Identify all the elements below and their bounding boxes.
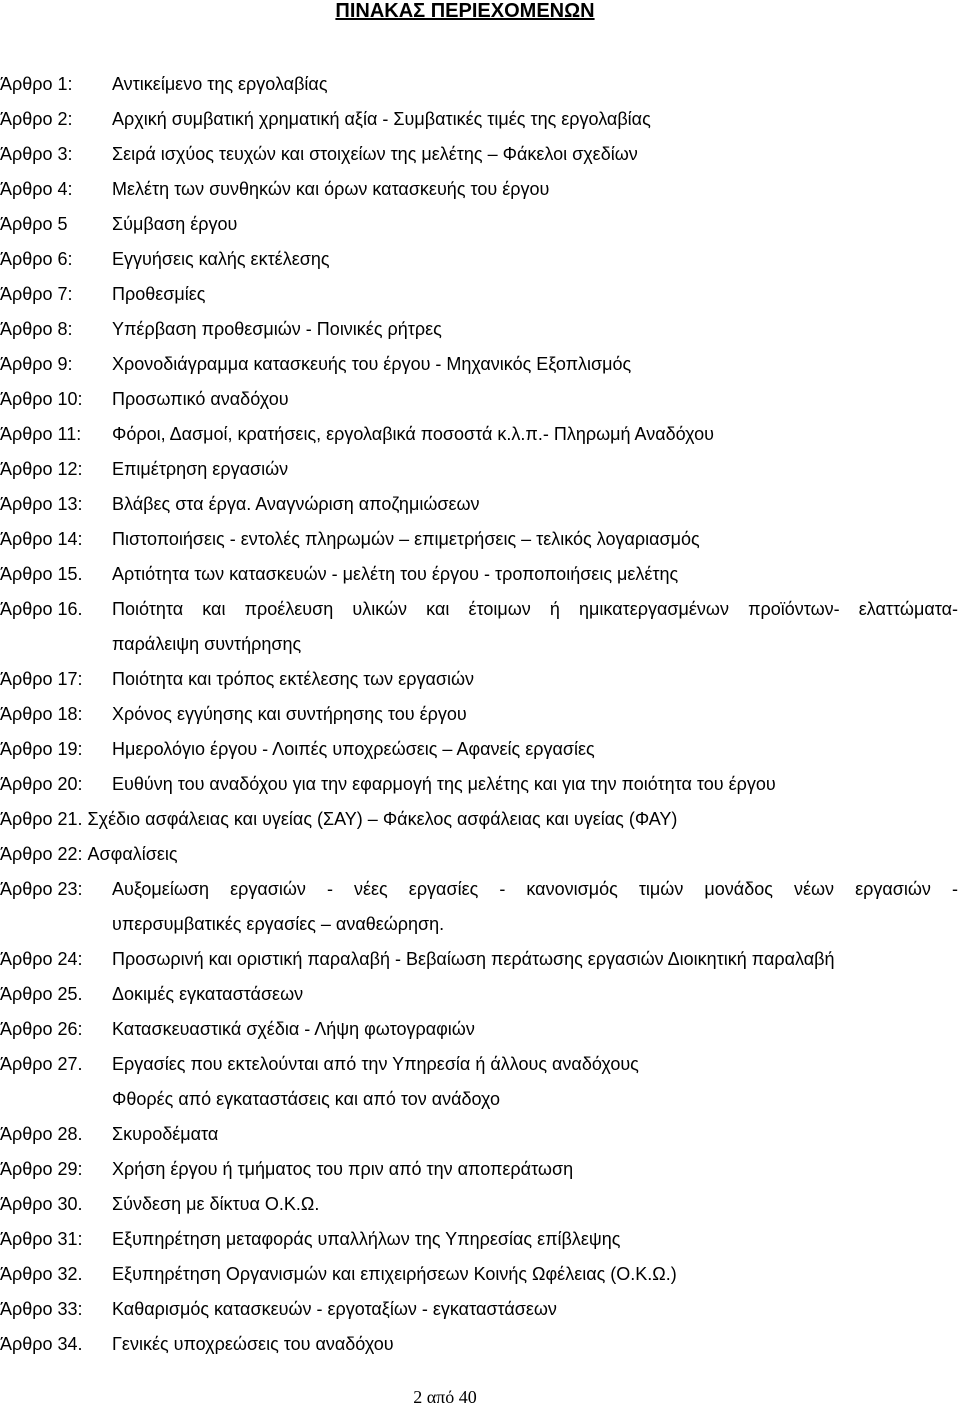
toc-entry-21: [0, 802, 958, 837]
article-title: Σκυροδέματα: [112, 1124, 219, 1144]
article-title: Καθαρισμός κατασκευών - εργοταξίων - εγκαταστάσεων: [112, 1299, 557, 1319]
article-title: Χρόνος εγγύησης και συντήρησης του έργου: [112, 704, 467, 724]
article-number: Άρθρο 28.: [0, 1124, 83, 1144]
toc-entry-19: [0, 732, 958, 767]
article-title: Ασφαλίσεις: [87, 844, 178, 864]
article-title: Ποιότητα και τρόπος εκτέλεσης των εργασιών: [112, 669, 475, 689]
article-number: Άρθρο 23:: [0, 879, 83, 899]
toc-entry-31: [0, 1222, 958, 1257]
article-number: Άρθρο 16.: [0, 599, 83, 619]
toc-entry-3: [0, 137, 958, 172]
article-number: Άρθρο 25.: [0, 984, 83, 1004]
article-number: Άρθρο 34.: [0, 1334, 83, 1354]
article-title: Αντικείμενο της εργολαβίας: [112, 74, 328, 94]
toc-entry-4: [0, 172, 958, 207]
article-title: Αρχική συμβατική χρηματική αξία - Συμβατικές τιμές της εργολαβίας: [112, 109, 651, 129]
article-title: Βλάβες στα έργα. Αναγνώριση αποζημιώσεων: [112, 494, 480, 514]
toc-entry-18: [0, 697, 958, 732]
toc-entry-14: [0, 522, 958, 557]
article-title: Δοκιμές εγκαταστάσεων: [112, 984, 304, 1004]
toc-entry-5: [0, 207, 958, 242]
toc-entry-23: [0, 872, 958, 907]
article-number: Άρθρο 24:: [0, 949, 83, 969]
toc-entry-16: [0, 592, 958, 627]
article-title: Χρονοδιάγραμμα κατασκευής του έργου - Μηχανικός Εξοπλισμός: [112, 354, 632, 374]
article-title-continuation: παράλειψη συντήρησης: [112, 634, 302, 654]
toc-entry-2: [0, 102, 958, 137]
toc-entry-20: [0, 767, 958, 802]
article-title: Χρήση έργου ή τμήματος του πριν από την αποπεράτωση: [112, 1159, 574, 1179]
article-title: Εξυπηρέτηση μεταφοράς υπαλλήλων της Υπηρεσίας επίβλεψης: [112, 1229, 621, 1249]
toc-entry-24: [0, 942, 958, 977]
article-title-continuation: Φθορές από εγκαταστάσεις και από τον ανάδοχο: [112, 1089, 501, 1109]
toc-entry-13: [0, 487, 958, 522]
article-number: Άρθρο 19:: [0, 739, 83, 759]
article-title: Υπέρβαση προθεσμιών - Ποινικές ρήτρες: [112, 319, 442, 339]
article-number: Άρθρο 26:: [0, 1019, 83, 1039]
toc-entry-22: [0, 837, 958, 872]
article-number: Άρθρο 27.: [0, 1054, 83, 1074]
article-title: Προσωρινή και οριστική παραλαβή - Βεβαίωση περάτωσης εργασιών Διοικητική παραλαβή: [112, 949, 835, 969]
toc-entry-8: [0, 312, 958, 347]
toc-entry-15: [0, 557, 958, 592]
article-title: Προθεσμίες: [112, 284, 206, 304]
article-number: Άρθρο 8:: [0, 319, 73, 339]
article-number: Άρθρο 33:: [0, 1299, 83, 1319]
article-title: Εξυπηρέτηση Οργανισμών και επιχειρήσεων Κοινής Ωφέλειας (Ο.Κ.Ω.): [112, 1264, 677, 1284]
article-number: Άρθρο 32.: [0, 1264, 83, 1284]
article-number: Άρθρο 21.: [0, 809, 83, 829]
article-title: Πιστοποιήσεις - εντολές πληρωμών – επιμετρήσεις – τελικός λογαριασμός: [112, 529, 700, 549]
article-number: Άρθρο 18:: [0, 704, 83, 724]
toc-entry-29: [0, 1152, 958, 1187]
article-number: Άρθρο 3:: [0, 144, 73, 164]
article-number: Άρθρο 30.: [0, 1194, 83, 1214]
toc-entry-17: [0, 662, 958, 697]
article-number: Άρθρο 5: [0, 214, 68, 234]
article-number: Άρθρο 11:: [0, 424, 82, 444]
article-number: Άρθρο 15.: [0, 564, 83, 584]
toc-entry-7: [0, 277, 958, 312]
toc-entry-27: [0, 1047, 958, 1082]
toc-entry-32: [0, 1257, 958, 1292]
article-number: Άρθρο 1:: [0, 74, 73, 94]
page-title: ΠΙΝΑΚΑΣ ΠΕΡΙΕΧΟΜΕΝΩΝ: [335, 0, 595, 22]
article-title: Κατασκευαστικά σχέδια - Λήψη φωτογραφιών: [112, 1019, 475, 1039]
toc-entry-28: [0, 1117, 958, 1152]
article-number: Άρθρο 10:: [0, 389, 83, 409]
article-number: Άρθρο 22:: [0, 844, 83, 864]
article-title-continuation: υπερσυμβατικές εργασίες – αναθεώρηση.: [112, 914, 445, 934]
toc-entry-33: [0, 1292, 958, 1327]
toc-entry-34: [0, 1327, 958, 1362]
article-title: Ημερολόγιο έργου - Λοιπές υποχρεώσεις – Αφανείς εργασίες: [112, 739, 595, 759]
article-title: Σύμβαση έργου: [112, 214, 238, 234]
article-number: Άρθρο 6:: [0, 249, 73, 269]
article-number: Άρθρο 2:: [0, 109, 73, 129]
article-title: Αρτιότητα των κατασκευών - μελέτη του έργου - τροποποιήσεις μελέτης: [112, 564, 679, 584]
article-number: Άρθρο 4:: [0, 179, 73, 199]
article-title: Εργασίες που εκτελούνται από την Υπηρεσία ή άλλους αναδόχους: [112, 1054, 639, 1074]
toc-entry-1: [0, 67, 958, 102]
article-title: Αυξομείωση εργασιών - νέες εργασίες - κανονισμός τιμών μονάδος νέων εργασιών -: [112, 879, 958, 899]
article-number: Άρθρο 29:: [0, 1159, 83, 1179]
article-number: Άρθρο 9:: [0, 354, 73, 374]
toc-entry-30: [0, 1187, 958, 1222]
article-number: Άρθρο 13:: [0, 494, 83, 514]
article-number: Άρθρο 31:: [0, 1229, 83, 1249]
toc-entry-10: [0, 382, 958, 417]
article-number: Άρθρο 14:: [0, 529, 83, 549]
article-number: Άρθρο 7:: [0, 284, 73, 304]
toc-entry-26: [0, 1012, 958, 1047]
article-number: Άρθρο 20:: [0, 774, 83, 794]
toc-entry-25: [0, 977, 958, 1012]
toc-entry-12: [0, 452, 958, 487]
article-title: Σχέδιο ασφάλειας και υγείας (ΣΑΥ) – Φάκελος ασφάλειας και υγείας (ΦΑΥ): [87, 809, 678, 829]
article-title: Ποιότητα και προέλευση υλικών και έτοιμων ή ημικατεργασμένων προϊόντων- ελαττώματα-: [112, 599, 958, 619]
article-number: Άρθρο 12:: [0, 459, 83, 479]
article-title: Επιμέτρηση εργασιών: [112, 459, 289, 479]
article-title: Προσωπικό αναδόχου: [112, 389, 289, 409]
article-title: Εγγυήσεις καλής εκτέλεσης: [112, 249, 330, 269]
article-title: Γενικές υποχρεώσεις του αναδόχου: [112, 1334, 394, 1354]
article-title: Σειρά ισχύος τευχών και στοιχείων της μελέτης – Φάκελοι σχεδίων: [112, 144, 638, 164]
table-of-contents: [0, 67, 958, 1362]
toc-entry-6: [0, 242, 958, 277]
article-title: Σύνδεση με δίκτυα Ο.Κ.Ω.: [112, 1194, 320, 1214]
toc-entry-11: [0, 417, 958, 452]
page-number: 2 από 40: [413, 1387, 477, 1407]
article-title: Ευθύνη του αναδόχου για την εφαρμογή της μελέτης και για την ποιότητα του έργου: [112, 774, 776, 794]
article-title: Φόροι, Δασμοί, κρατήσεις, εργολαβικά ποσοστά κ.λ.π.- Πληρωμή Αναδόχου: [112, 424, 714, 444]
article-title: Μελέτη των συνθηκών και όρων κατασκευής του έργου: [112, 179, 550, 199]
article-number: Άρθρο 17:: [0, 669, 83, 689]
toc-entry-9: [0, 347, 958, 382]
